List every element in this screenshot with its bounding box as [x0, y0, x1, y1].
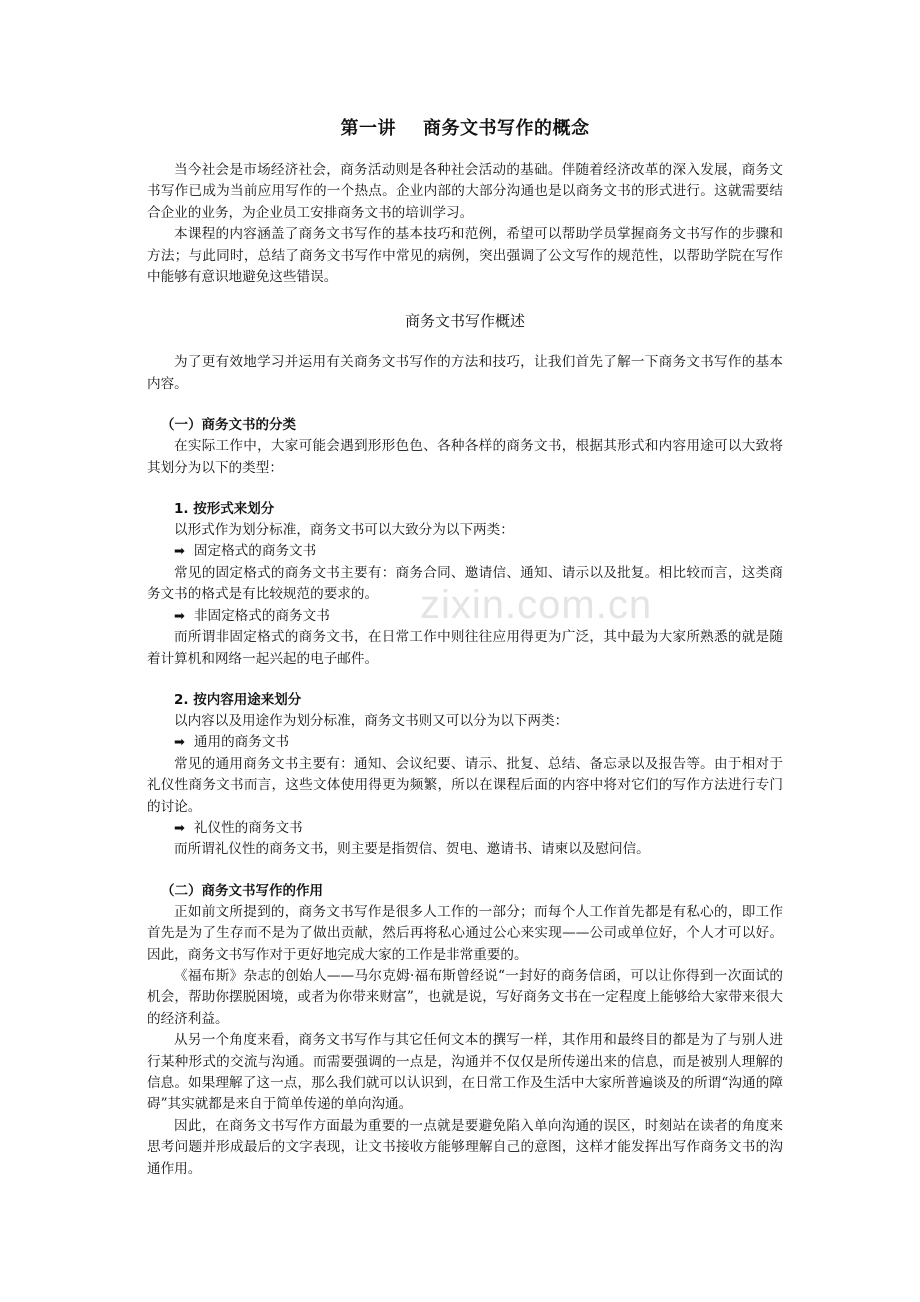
section-heading-function: （二）商务文书写作的作用: [161, 882, 323, 899]
bullet-item: [147, 732, 783, 753]
section-subtitle: 商务文书写作概述: [404, 312, 525, 331]
paragraph: 《福布斯》杂志的创始人——马尔克姆·福布斯曾经说“一封好的商务信函，可以让你得到一次面试的机会，帮助你摆脱困境，或者为你带来财富”，也就是说，写好商务文书在一定程度上能够给大家带来很大的经济利益。: [147, 967, 783, 1027]
paragraph: 在实际工作中，大家可能会遇到形形色色、各种各样的商务文书，根据其形式和内容用途可以大致将其划分为以下的类型：: [147, 438, 783, 476]
paragraph: 以内容以及用途作为划分标准，商务文书则又可以分为以下两类：: [174, 712, 569, 729]
subheading-by-usage: 2. 按内容用途来划分: [174, 691, 302, 708]
subheading-by-form: 1. 按形式来划分: [174, 501, 275, 518]
intro-paragraph: 本课程的内容涵盖了商务文书写作的基本技巧和范例，希望可以帮助学员掌握商务文书写作的步骤和方法；与此同时，总结了商务文书写作中常见的病例，突出强调了公文写作的规范性，以帮助学院在写作中能够有意识地避免这些错误。: [147, 226, 783, 286]
bullet-label: 非固定格式的商务文书: [193, 607, 330, 624]
right-arrow-icon: ➡: [174, 544, 185, 560]
bullet-item: [147, 606, 783, 627]
bullet-item: [147, 541, 783, 562]
section-heading-classification: （一）商务文书的分类: [161, 417, 296, 434]
paragraph: 因此，在商务文书写作方面最为重要的一点就是要避免陷入单向沟通的误区，时刻站在读者的角度来思考问题并形成最后的文字表现，让文书接收方能够理解自己的意图，这样才能发挥出写作商务文书的沟通作用。: [147, 1117, 783, 1177]
right-arrow-icon: ➡: [174, 735, 185, 751]
bullet-label: 通用的商务文书: [193, 734, 290, 751]
paragraph: 从另一个角度来看，商务文书写作与其它任何文本的撰写一样，其作用和最终目的都是为了与别人进行某种形式的交流与沟通。而需要强调的一点是，沟通并不仅仅是所传递出来的信息，而是被别人理解的信息。如果理解了这一点，那么我们就可以认识到，在日常工作及生活中大家所普遍谈及的所谓“沟通的障碍”其实就都是来自于简单传递的单向沟通。: [147, 1032, 783, 1113]
overview-paragraph: 为了更有效地学习并运用有关商务文书写作的方法和技巧，让我们首先了解一下商务文书写作的基本内容。: [147, 354, 783, 392]
paragraph: 常见的通用商务文书主要有：通知、会议纪要、请示、批复、总结、备忘录以及报告等。由于相对于礼仪性商务文书而言，这些文体使用得更为频繁，所以在课程后面的内容中将对它们的写作方法进行专门的讨论。: [147, 755, 783, 815]
right-arrow-icon: ➡: [174, 820, 185, 836]
paragraph: 以形式作为划分标准，商务文书可以大致分为以下两类：: [174, 522, 514, 539]
bullet-item: [147, 818, 783, 839]
right-arrow-icon: ➡: [174, 608, 185, 624]
paragraph: 而所谓非固定格式的商务文书，在日常工作中则往往应用得更为广泛，其中最为大家所熟悉的就是随着计算机和网络一起兴起的电子邮件。: [147, 629, 783, 667]
paragraph: 正如前文所提到的，商务文书写作是很多人工作的一部分；而每个人工作首先都是有私心的，即工作首先是为了生存而不是为了做出贡献，然后再将私心通过公心来实现——公司或单位好，个人才可以好。因此，商务文书写作对于更好地完成大家的工作是非常重要的。: [147, 903, 783, 963]
page-title: 第一讲 商务文书写作的概念: [340, 118, 590, 139]
bullet-label: 固定格式的商务文书: [193, 543, 317, 560]
paragraph: 常见的固定格式的商务文书主要有：商务合同、邀请信、通知、请示以及批复。相比较而言，这类商务文书的格式是有比较规范的要求的。: [147, 564, 783, 603]
intro-paragraph: 当今社会是市场经济社会，商务活动则是各种社会活动的基础。伴随着经济改革的深入发展，商务文书写作已成为当前应用写作的一个热点。企业内部的大部分沟通也是以商务文书的形式进行。这就需要结合企业的业务，为企业员工安排商务文书的培训学习。: [147, 162, 783, 221]
watermark: zixin.com.cn: [420, 583, 653, 627]
bullet-label: 礼仪性的商务文书: [193, 819, 303, 836]
paragraph: 而所谓礼仪性的商务文书，则主要是指贺信、贺电、邀请书、请柬以及慰问信。: [174, 841, 650, 858]
document-body: [147, 160, 783, 1180]
